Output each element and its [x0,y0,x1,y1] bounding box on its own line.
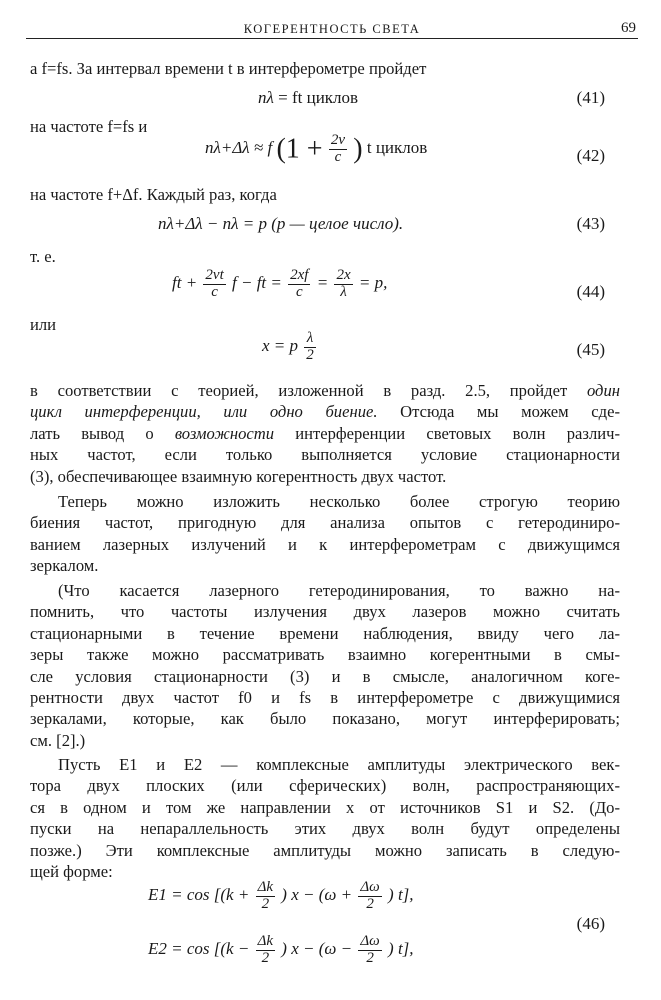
equation-43: nλ+Δλ − nλ = p (p — целое число). [158,214,404,233]
para8-line: сле условия стационарности (3) и в смысле, аналогичном коге- [30,666,620,686]
para9-line: щей форме: [30,862,113,882]
eq42-fraction [329,133,347,166]
eq46-row2-fraction-k [256,934,275,967]
eq44-f1-num: 2vt [205,267,224,283]
eq46-row1-fa-den: 2 [261,895,270,912]
eq44-fraction-3 [334,268,352,301]
eq41-lhs: nλ [258,88,274,107]
paragraph-laser-heterodyning [30,580,620,751]
running-header [26,20,638,40]
eq44-part2: f − ft = [232,273,282,293]
para8-line: рентности двух частот f0 и fs в интерферометре с движущимися [30,688,620,708]
eq46-row2-fa-num: Δk [257,933,274,949]
eq46-row1-fraction-k [256,880,275,913]
para9-line: Пусть E1 и E2 — комплексные амплитуды электрического век- [58,755,620,774]
eq46-row1-fa-num: Δk [257,879,274,895]
equation-42 [205,133,427,166]
paragraph-freq-fs: на частоте f=fs и [30,117,148,136]
eq44-part4: = p, [358,273,388,293]
para9-line: ся в одном и том же направлении x от источников S1 и S2. (До- [30,797,620,817]
para9-line: позже.) Эти комплексные амплитуды можно записать в следую- [30,840,620,860]
eq45-fraction [304,331,316,364]
paragraph-complex-amplitudes [30,754,620,882]
para8-line: зеркалами, которые, как было показано, могут интерферировать; [30,709,620,729]
eq45-frac-num: λ [304,331,316,348]
page-number: 69 [621,20,636,36]
eq41-rhs: = ft циклов [278,88,359,107]
equation-number-41: (41) [576,88,605,107]
eq46-row2-fraction-w [358,934,381,967]
eq46-row1-c: ) t], [388,885,414,905]
eq42-frac-den: c [334,148,342,165]
para6-line1b: один [586,381,620,400]
eq42-lhs: nλ+Δλ ≈ f [205,138,273,158]
eq44-part3: = [316,273,329,293]
para6-line1a: в соответствии с теорией, изложенной в разд. 2.5, пройдет [30,381,568,400]
eq46-row1-fb-den: 2 [366,895,374,912]
eq44-fraction-1 [203,268,225,301]
running-title: КОГЕРЕНТНОСТЬ СВЕТА [243,22,421,36]
eq46-row2-fa-den: 2 [261,949,270,966]
equation-41 [258,88,358,108]
para7-line: зеркалом. [30,556,99,576]
eq42-paren-open: (1 + [276,133,323,165]
eq42-frac-num: 2v [330,132,346,148]
eq46-row2-fb-den: 2 [366,949,374,966]
para9-line: тора двух плоских (или сферических) волн, распространяющих- [30,776,620,796]
paragraph-intro: a f=fs. За интервал времени t в интерферометре пройдет [30,59,427,78]
para6-line3b: возможности [174,423,275,443]
eq42-paren-close: ) [353,133,363,165]
eq46-row1-b: ) x − (ω + [281,885,353,905]
paragraph-correspondence [30,380,620,487]
para8-line: зеры также можно рассматривать взаимно когерентными в смы- [30,645,620,665]
para7-line: биения частот, пригодную для анализа опытов с гетеродиниро- [30,513,620,533]
para8-line: (Что касается лазерного гетеродинирования, то важно на- [58,581,620,600]
eq46-row2-a: [(k − [213,939,250,959]
paragraph-freq-df: на частоте f+Δf. Каждый раз, когда [30,185,277,204]
para6-line1 [30,380,620,401]
eq46-row2-c: ) t], [388,939,414,959]
para9-line: пуски на непараллельность этих двух волн будут определены [30,819,620,839]
eq46-row2-fb-num: Δω [360,933,380,949]
para6-line5: (3), обеспечивающее взаимную когерентность двух частот. [30,466,447,486]
equation-44 [172,268,387,301]
eq44-f3-den: λ [340,283,347,300]
eq44-part1: ft + [172,273,198,293]
para7-line: Теперь можно изложить несколько более строгую теорию [58,492,620,511]
header-rule [26,38,638,39]
equation-46-row2 [148,934,414,967]
eq45-lhs: x = p [262,336,299,356]
equation-number-42: (42) [576,146,605,165]
para6-line2 [30,401,620,422]
equation-number-46: (46) [576,914,605,933]
para7-line: ванием лазерных излучений и к интерферометрам с движущимся [30,534,620,554]
paragraph-or: или [30,315,57,334]
eq42-tail: t циклов [366,138,428,158]
eq46-row1-fb-num: Δω [360,879,380,895]
para6-line2b: Отсюда мы можем сде- [400,402,620,422]
para6-line3 [30,423,620,444]
para6-line3a: лать вывод о [30,423,154,443]
eq46-row1-lhs: E1 = cos [148,885,210,905]
equation-number-43: (43) [576,214,605,233]
eq44-f1-den: c [211,283,218,300]
para8-line: стационарными в течение времени наблюдения, ввиду чего ла- [30,623,620,643]
equation-46-row1 [148,880,414,913]
eq44-fraction-2 [288,268,310,301]
equation-number-45: (45) [576,340,605,359]
eq46-row1-fraction-w [358,880,381,913]
para6-line3c: интерференции световых волн различ- [295,423,620,443]
eq44-f2-num: 2xf [290,267,309,283]
paragraph-ie: т. е. [30,247,56,266]
para6-line2a: цикл интерференции, или одно биение. [30,402,378,422]
equation-number-44: (44) [576,282,605,301]
eq45-frac-den: 2 [306,346,314,363]
eq44-f2-den: c [295,283,303,300]
para8-line: см. [2].) [30,730,86,750]
eq46-row2-lhs: E2 = cos [148,939,210,959]
eq46-row2-b: ) x − (ω − [281,939,353,959]
para6-line4: ных частот, если только выполняется условие стационарности [30,445,620,465]
paragraph-beats-theory [30,491,620,577]
eq46-row1-a: [(k + [213,885,250,905]
para8-line: помнить, что частоты излучения двух лазеров можно считать [30,602,620,622]
eq44-f3-num: 2x [336,267,351,283]
equation-45 [262,331,318,364]
